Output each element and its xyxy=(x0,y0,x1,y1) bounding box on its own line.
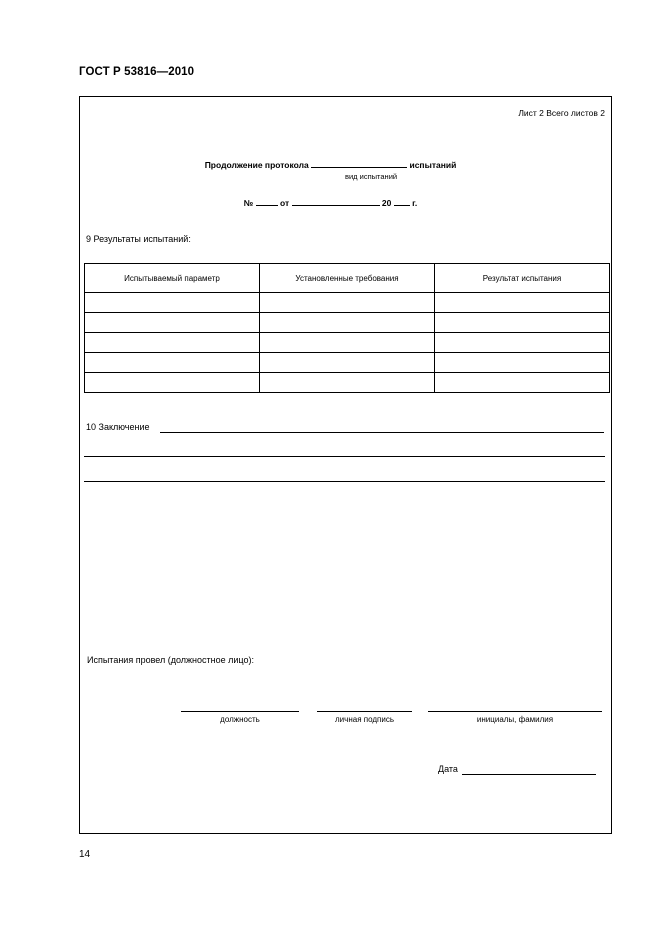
sheet-info: Лист 2 Всего листов 2 xyxy=(518,108,605,118)
number-sign: № xyxy=(243,198,254,208)
table-cell[interactable] xyxy=(260,293,435,313)
document-standard-header: ГОСТ Р 53816—2010 xyxy=(79,66,195,78)
section-10-title: 10 Заключение xyxy=(86,422,150,432)
table-cell[interactable] xyxy=(85,373,260,393)
results-table-header-row xyxy=(85,264,610,293)
year-suffix: г. xyxy=(412,198,418,208)
table-cell[interactable] xyxy=(85,333,260,353)
table-cell[interactable] xyxy=(85,313,260,333)
col-header-result: Результат испытания xyxy=(435,264,610,293)
page-number: 14 xyxy=(79,849,91,860)
table-cell[interactable] xyxy=(260,353,435,373)
protocol-date-field[interactable] xyxy=(292,197,380,206)
position-label: должность xyxy=(220,715,260,724)
table-cell[interactable] xyxy=(85,353,260,373)
date-label: Дата xyxy=(438,764,458,774)
table-row xyxy=(85,313,610,333)
signature-field[interactable] xyxy=(317,711,412,712)
protocol-title-after: испытаний xyxy=(409,160,457,170)
protocol-year-field[interactable] xyxy=(394,197,410,206)
protocol-type-caption: вид испытаний xyxy=(345,172,398,181)
name-label: инициалы, фамилия xyxy=(476,715,554,724)
table-cell[interactable] xyxy=(260,373,435,393)
table-cell[interactable] xyxy=(85,293,260,313)
table-cell[interactable] xyxy=(260,313,435,333)
table-row xyxy=(85,293,610,313)
col-header-requirements: Установленные требования xyxy=(260,264,435,293)
table-cell[interactable] xyxy=(435,333,610,353)
table-cell[interactable] xyxy=(435,373,610,393)
conclusion-line-1[interactable] xyxy=(160,432,604,433)
protocol-type-field[interactable] xyxy=(311,159,407,168)
protocol-number-line xyxy=(0,197,661,208)
table-cell[interactable] xyxy=(260,333,435,353)
conclusion-line-2[interactable] xyxy=(84,456,605,457)
section-9-title: 9 Результаты испытаний: xyxy=(86,234,191,244)
results-table xyxy=(84,263,610,393)
date-field[interactable] xyxy=(462,774,596,775)
col-header-parameter: Испытываемый параметр xyxy=(85,264,260,293)
table-cell[interactable] xyxy=(435,353,610,373)
position-field[interactable] xyxy=(181,711,299,712)
conclusion-line-3[interactable] xyxy=(84,481,605,482)
table-cell[interactable] xyxy=(435,293,610,313)
table-row xyxy=(85,333,610,353)
table-cell[interactable] xyxy=(435,313,610,333)
signature-label: личная подпись xyxy=(335,715,394,724)
signature-intro: Испытания провел (должностное лицо): xyxy=(87,655,254,665)
protocol-title xyxy=(0,159,661,170)
name-field[interactable] xyxy=(428,711,602,712)
table-row xyxy=(85,353,610,373)
from-label: от xyxy=(280,198,290,208)
year-prefix: 20 xyxy=(381,198,392,208)
protocol-number-field[interactable] xyxy=(256,197,278,206)
protocol-title-before: Продолжение протокола xyxy=(204,160,309,170)
table-row xyxy=(85,373,610,393)
